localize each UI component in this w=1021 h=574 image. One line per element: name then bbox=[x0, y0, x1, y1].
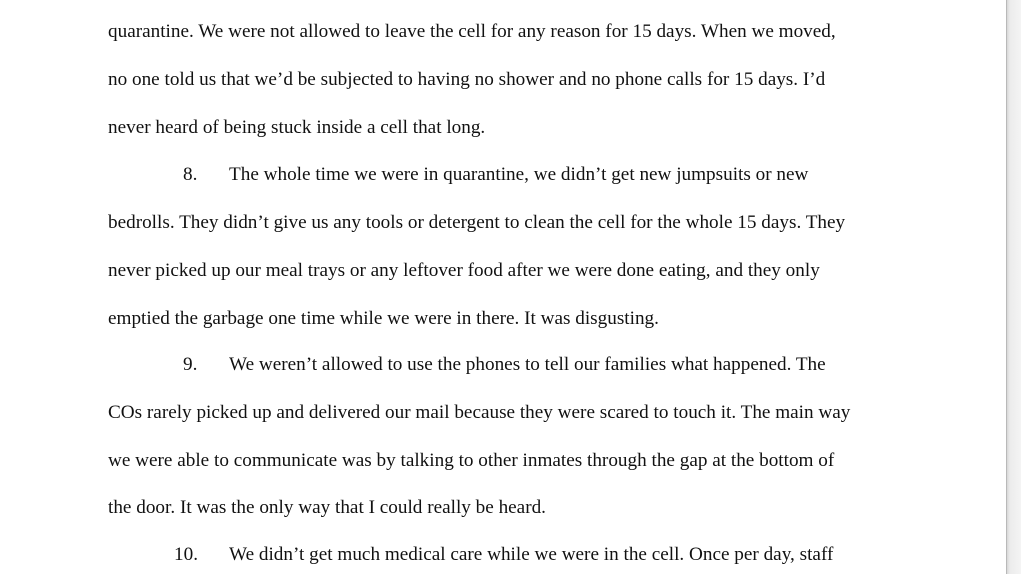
body-line: we were able to communicate was by talking to other inmates through the gap at the bottom of bbox=[108, 450, 835, 471]
body-line: never picked up our meal trays or any leftover food after we were done eating, and they only bbox=[108, 260, 820, 281]
paragraph-number: 9. bbox=[183, 354, 198, 375]
paragraph-number: 8. bbox=[183, 164, 198, 185]
paragraph-first-line: The whole time we were in quarantine, we didn’t get new jumpsuits or new bbox=[229, 164, 809, 185]
body-line: the door. It was the only way that I could really be heard. bbox=[108, 497, 546, 518]
body-line: emptied the garbage one time while we were in there. It was disgusting. bbox=[108, 308, 659, 329]
paragraph-number: 10. bbox=[174, 544, 198, 565]
body-line: COs rarely picked up and delivered our mail because they were scared to touch it. The main way bbox=[108, 402, 851, 423]
paragraph-first-line: We weren’t allowed to use the phones to tell our families what happened. The bbox=[229, 354, 826, 375]
body-line: bedrolls. They didn’t give us any tools or detergent to clean the cell for the whole 15 days. They bbox=[108, 212, 846, 233]
page-edge-gutter bbox=[1006, 0, 1021, 574]
body-line: quarantine. We were not allowed to leave the cell for any reason for 15 days. When we moved, bbox=[108, 21, 836, 42]
paragraph-first-line: We didn’t get much medical care while we were in the cell. Once per day, staff bbox=[229, 544, 834, 565]
body-line: no one told us that we’d be subjected to having no shower and no phone calls for 15 days. I’d bbox=[108, 69, 826, 90]
body-line: never heard of being stuck inside a cell that long. bbox=[108, 117, 486, 138]
